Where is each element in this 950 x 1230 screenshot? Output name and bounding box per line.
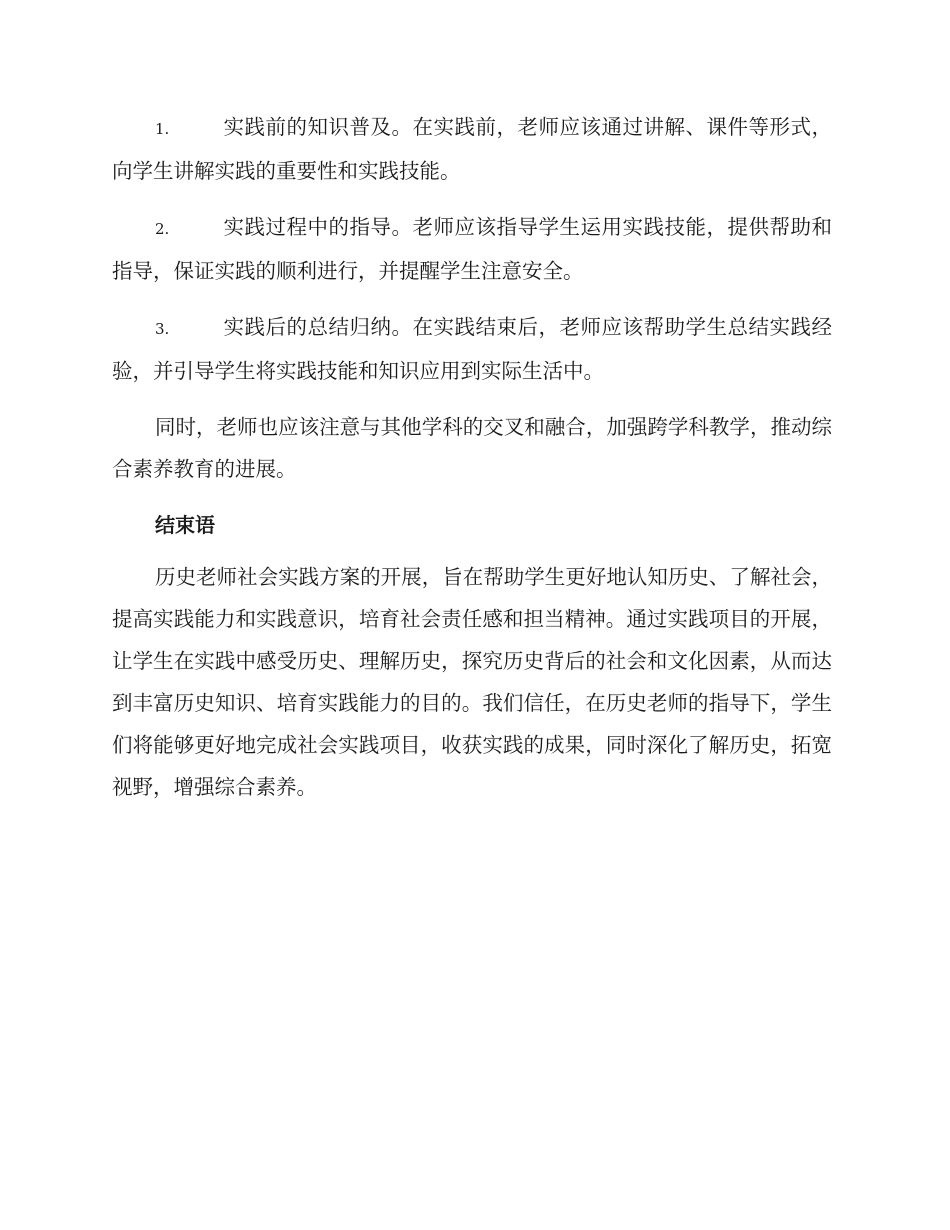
section-heading: 结束语 bbox=[155, 513, 215, 537]
body-paragraph: 同时，老师也应该注意与其他学科的交叉和融合，加强跨学科教学，推动综合素养教育的进展。 bbox=[112, 415, 832, 481]
list-number: 2. bbox=[155, 220, 170, 238]
list-item-text: 实践后的总结归纳。在实践结束后，老师应该帮助学生总结实践经验，并引导学生将实践技能和知识应用到实际生活中。 bbox=[112, 315, 832, 383]
list-number: 1. bbox=[155, 120, 170, 138]
list-item-text: 实践前的知识普及。在实践前，老师应该通过讲解、课件等形式，向学生讲解实践的重要性和实践技能。 bbox=[112, 115, 832, 183]
list-item-3 bbox=[112, 306, 832, 392]
list-number: 3. bbox=[155, 320, 170, 338]
closing-paragraph: 历史老师社会实践方案的开展，旨在帮助学生更好地认知历史、了解社会，提高实践能力和实践意识，培育社会责任感和担当精神。通过实践项目的开展，让学生在实践中感受历史、理解历史，探究历史背后的社会和文化因素，从而达到丰富历史知识、培育实践能力的目的。我们信任，在历史老师的指导下，学生们将能够更好地完成社会实践项目，收获实践的成果，同时深化了解历史，拓宽视野，增强综合素养。 bbox=[112, 565, 832, 799]
list-item-text: 实践过程中的指导。老师应该指导学生运用实践技能，提供帮助和指导，保证实践的顺利进行，并提醒学生注意安全。 bbox=[112, 215, 832, 283]
list-item-2 bbox=[112, 206, 832, 292]
list-item-1 bbox=[112, 106, 832, 192]
document-body bbox=[112, 106, 832, 808]
